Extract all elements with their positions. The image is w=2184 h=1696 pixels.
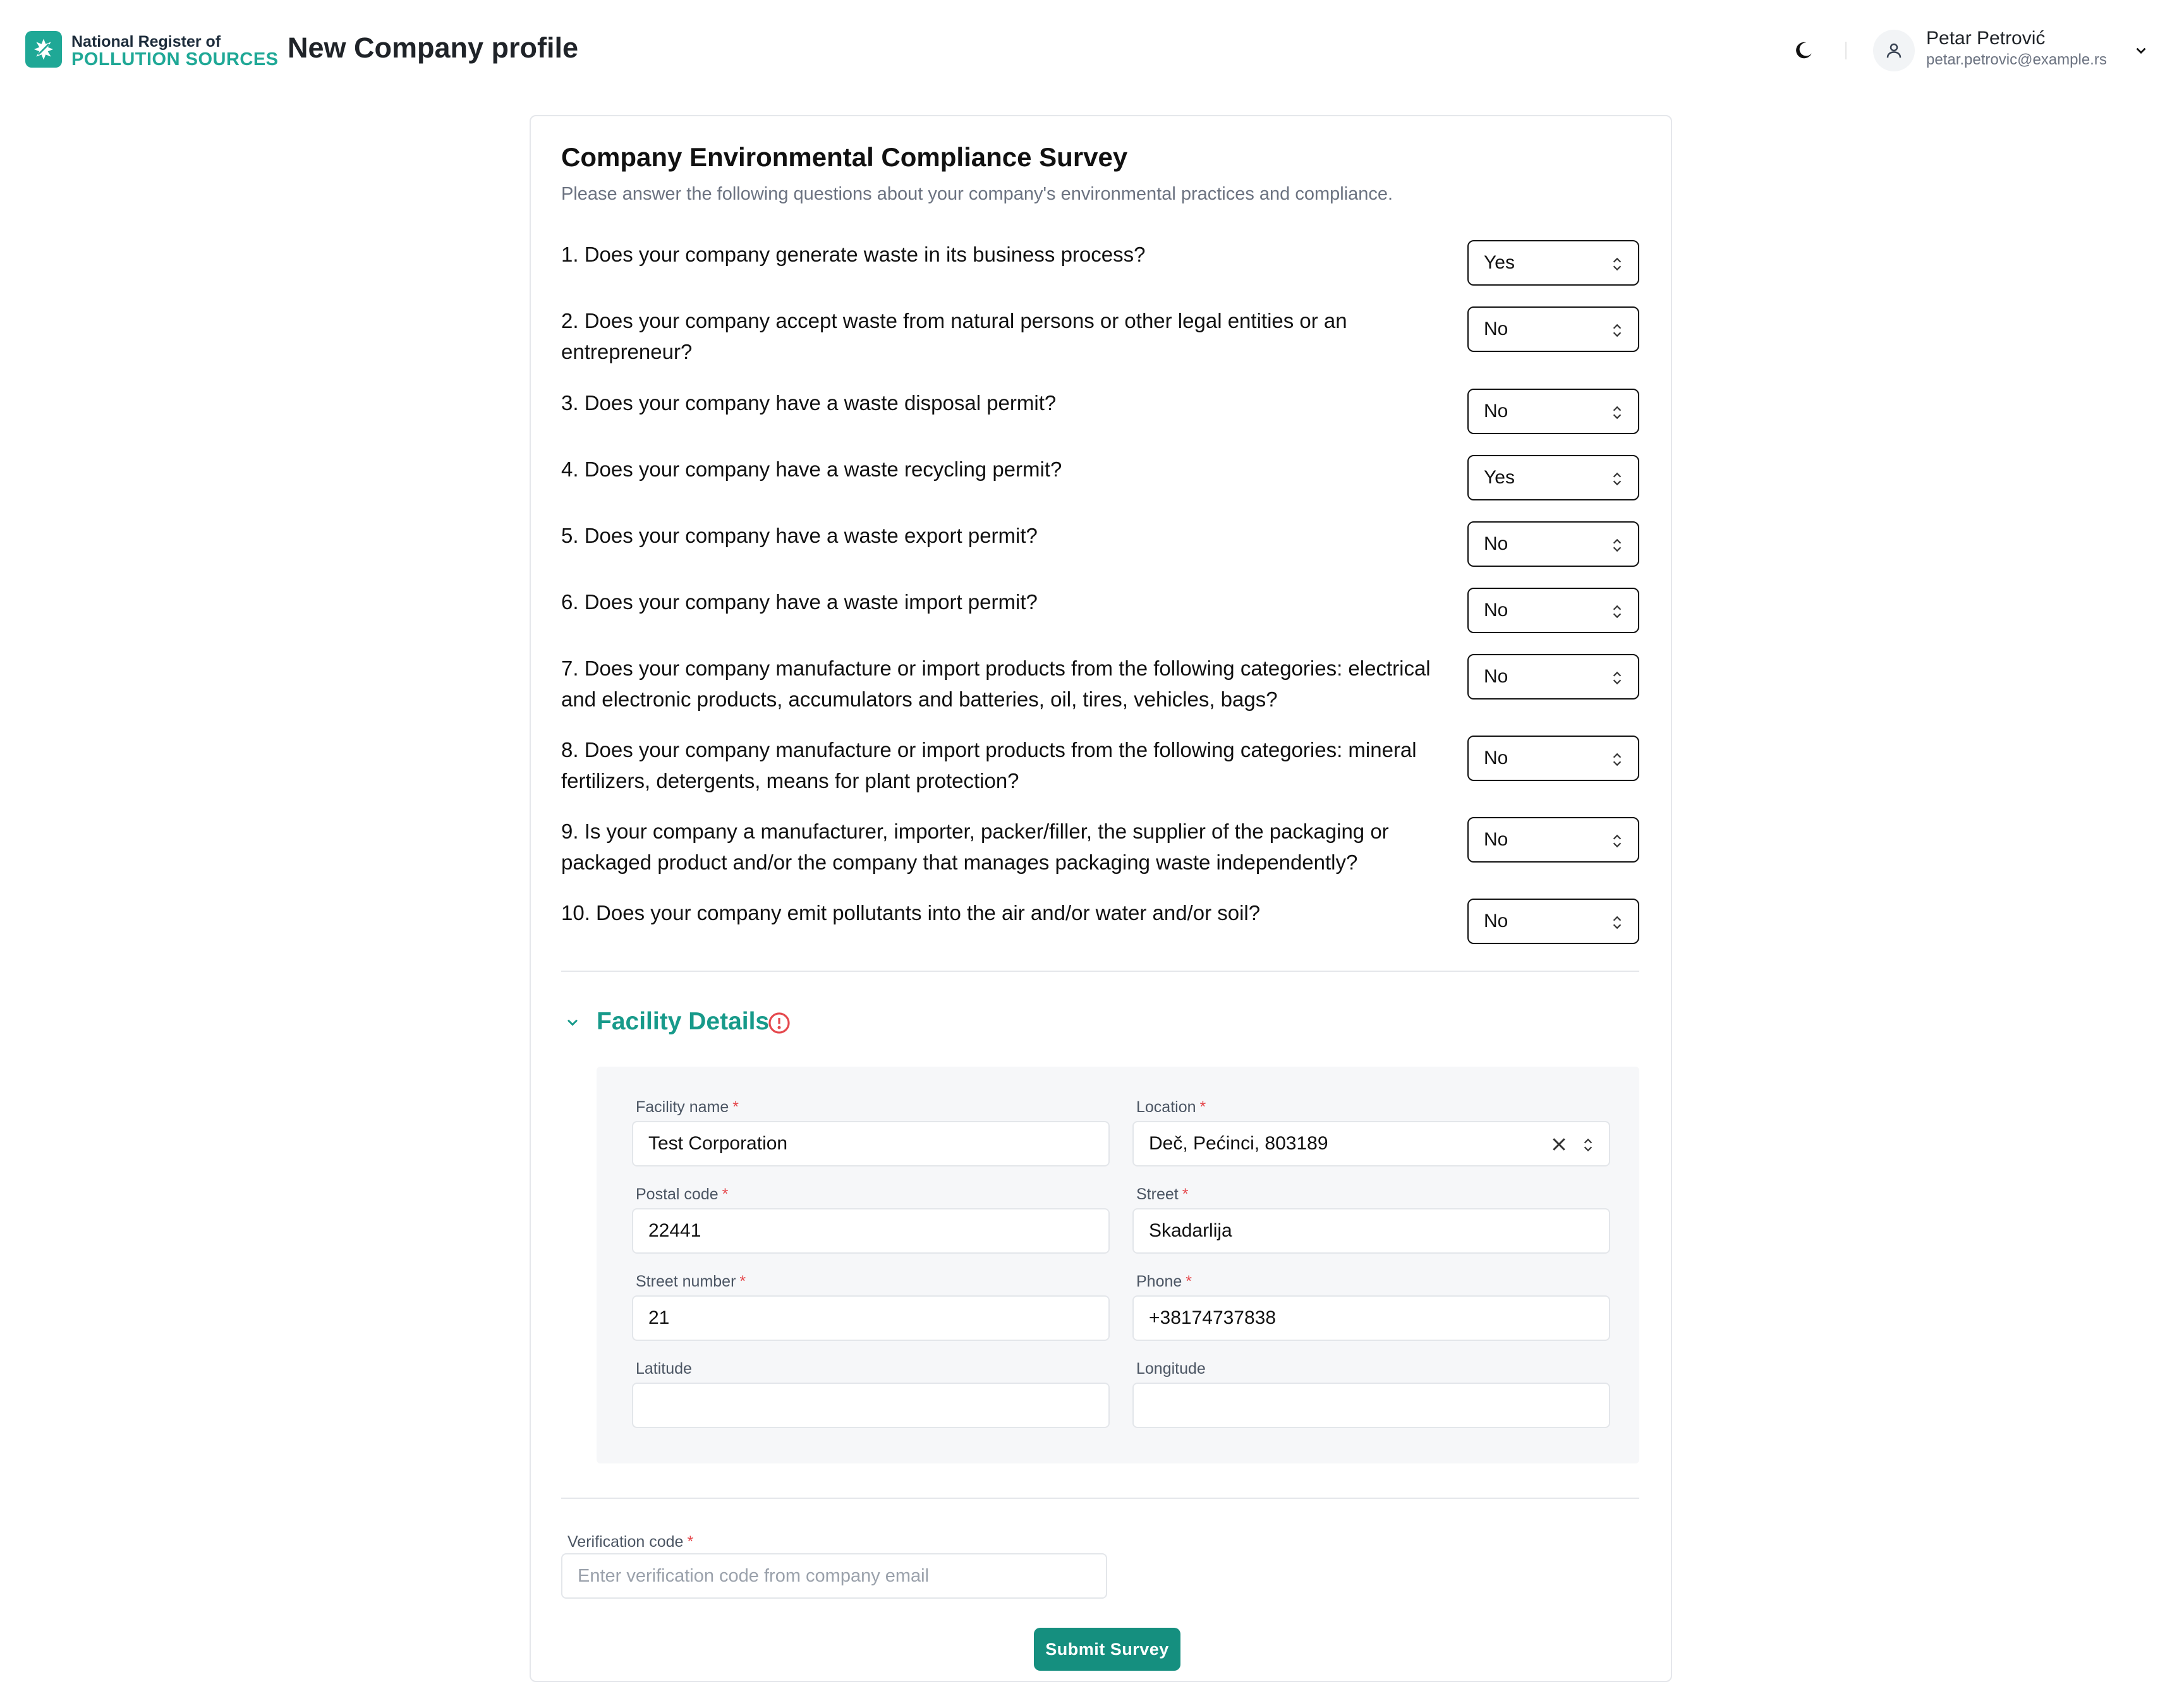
user-email: petar.petrovic@example.rs xyxy=(1926,51,2107,68)
chevron-down-icon[interactable] xyxy=(561,1011,584,1034)
alert-circle-icon xyxy=(767,1011,791,1035)
street-input[interactable]: Skadarlija xyxy=(1132,1208,1610,1254)
user-icon[interactable] xyxy=(1873,30,1915,71)
survey-subtitle: Please answer the following questions about your company's environmental practices and compliance. xyxy=(561,184,1393,204)
logo-subtitle: POLLUTION SOURCES xyxy=(71,49,279,70)
answer-select[interactable] xyxy=(1467,588,1639,633)
postal-code-label: Postal code * xyxy=(636,1185,729,1203)
question-text: 9. Is your company a manufacturer, importer, packer/filler, the supplier of the packaging or packaged product and/or the company that manages packaging waste independently? xyxy=(561,820,1389,874)
chevron-up-down-icon xyxy=(1609,751,1625,768)
chevron-up-down-icon xyxy=(1609,914,1625,931)
latitude-label: Latitude xyxy=(636,1360,692,1378)
answer-select[interactable] xyxy=(1467,240,1639,286)
chevron-up-down-icon xyxy=(1609,404,1625,421)
answer-select[interactable] xyxy=(1467,899,1639,944)
answer-select[interactable] xyxy=(1467,306,1639,352)
street-number-input[interactable]: 21 xyxy=(632,1295,1110,1341)
answer-value: No xyxy=(1484,911,1508,931)
question-text: 3. Does your company have a waste disposal permit? xyxy=(561,391,1057,415)
question-text: 5. Does your company have a waste export permit? xyxy=(561,524,1038,547)
question-text: 7. Does your company manufacture or import products from the following categories: electrical and electronic products, accumulators and batteries, oil, tires, vehicles, bags? xyxy=(561,657,1431,711)
answer-value: No xyxy=(1484,666,1508,687)
location-label: Location * xyxy=(1136,1098,1206,1116)
answer-value: No xyxy=(1484,600,1508,621)
question-text: 1. Does your company generate waste in its business process? xyxy=(561,243,1146,266)
answer-value: No xyxy=(1484,401,1508,421)
street-number-label: Street number * xyxy=(636,1273,746,1290)
user-name: Petar Petrović xyxy=(1926,28,2046,49)
moon-icon[interactable] xyxy=(1790,37,1817,64)
section-divider xyxy=(561,971,1639,972)
section-divider xyxy=(561,1498,1639,1499)
answer-value: No xyxy=(1484,829,1508,850)
answer-value: No xyxy=(1484,533,1508,554)
answer-select[interactable] xyxy=(1467,389,1639,434)
answer-value: No xyxy=(1484,318,1508,339)
answer-select[interactable] xyxy=(1467,654,1639,700)
chevron-up-down-icon xyxy=(1609,470,1625,488)
facility-name-input[interactable]: Test Corporation xyxy=(632,1121,1110,1166)
facility-section-title[interactable]: Facility Details xyxy=(597,1008,770,1035)
phone-input[interactable]: +38174737838 xyxy=(1132,1295,1610,1341)
chevron-up-down-icon xyxy=(1609,255,1625,273)
leaf-logo-icon[interactable] xyxy=(25,31,62,68)
app-header xyxy=(0,0,2184,101)
answer-select[interactable] xyxy=(1467,455,1639,500)
answer-value: Yes xyxy=(1484,252,1515,273)
longitude-label: Longitude xyxy=(1136,1360,1206,1378)
verification-code-label: Verification code * xyxy=(567,1533,694,1551)
answer-value: No xyxy=(1484,748,1508,768)
question-text: 10. Does your company emit pollutants into the air and/or water and/or soil? xyxy=(561,901,1261,924)
page-title: New Company profile xyxy=(288,32,579,64)
phone-label: Phone * xyxy=(1136,1273,1192,1290)
chevron-up-down-icon xyxy=(1609,603,1625,621)
close-icon[interactable] xyxy=(1550,1135,1568,1154)
latitude-input[interactable] xyxy=(632,1383,1110,1428)
question-text: 8. Does your company manufacture or import products from the following categories: mineral fertilizers, detergents, means for plant protection? xyxy=(561,738,1417,792)
chevron-up-down-icon xyxy=(1609,322,1625,339)
survey-title: Company Environmental Compliance Survey xyxy=(561,142,1128,172)
chevron-up-down-icon xyxy=(1580,1136,1596,1154)
chevron-down-icon[interactable] xyxy=(2130,39,2152,62)
question-text: 2. Does your company accept waste from natural persons or other legal entities or an entrepreneur? xyxy=(561,309,1347,363)
facility-name-label: Facility name * xyxy=(636,1098,739,1116)
answer-select[interactable] xyxy=(1467,817,1639,863)
postal-code-input[interactable]: 22441 xyxy=(632,1208,1110,1254)
header-divider xyxy=(1845,42,1847,59)
submit-survey-button[interactable]: Submit Survey xyxy=(1034,1628,1180,1671)
answer-select[interactable] xyxy=(1467,736,1639,781)
chevron-up-down-icon xyxy=(1609,832,1625,850)
answer-value: Yes xyxy=(1484,467,1515,488)
chevron-up-down-icon xyxy=(1609,669,1625,687)
chevron-up-down-icon xyxy=(1609,536,1625,554)
verification-code-input[interactable] xyxy=(561,1553,1107,1599)
question-text: 4. Does your company have a waste recycling permit? xyxy=(561,457,1062,481)
answer-select[interactable] xyxy=(1467,521,1639,567)
question-text: 6. Does your company have a waste import permit? xyxy=(561,590,1038,614)
street-label: Street * xyxy=(1136,1185,1189,1203)
location-select[interactable]: Deč, Pećinci, 803189 xyxy=(1132,1121,1610,1166)
longitude-input[interactable] xyxy=(1132,1383,1610,1428)
logo-title: National Register of xyxy=(71,33,221,51)
